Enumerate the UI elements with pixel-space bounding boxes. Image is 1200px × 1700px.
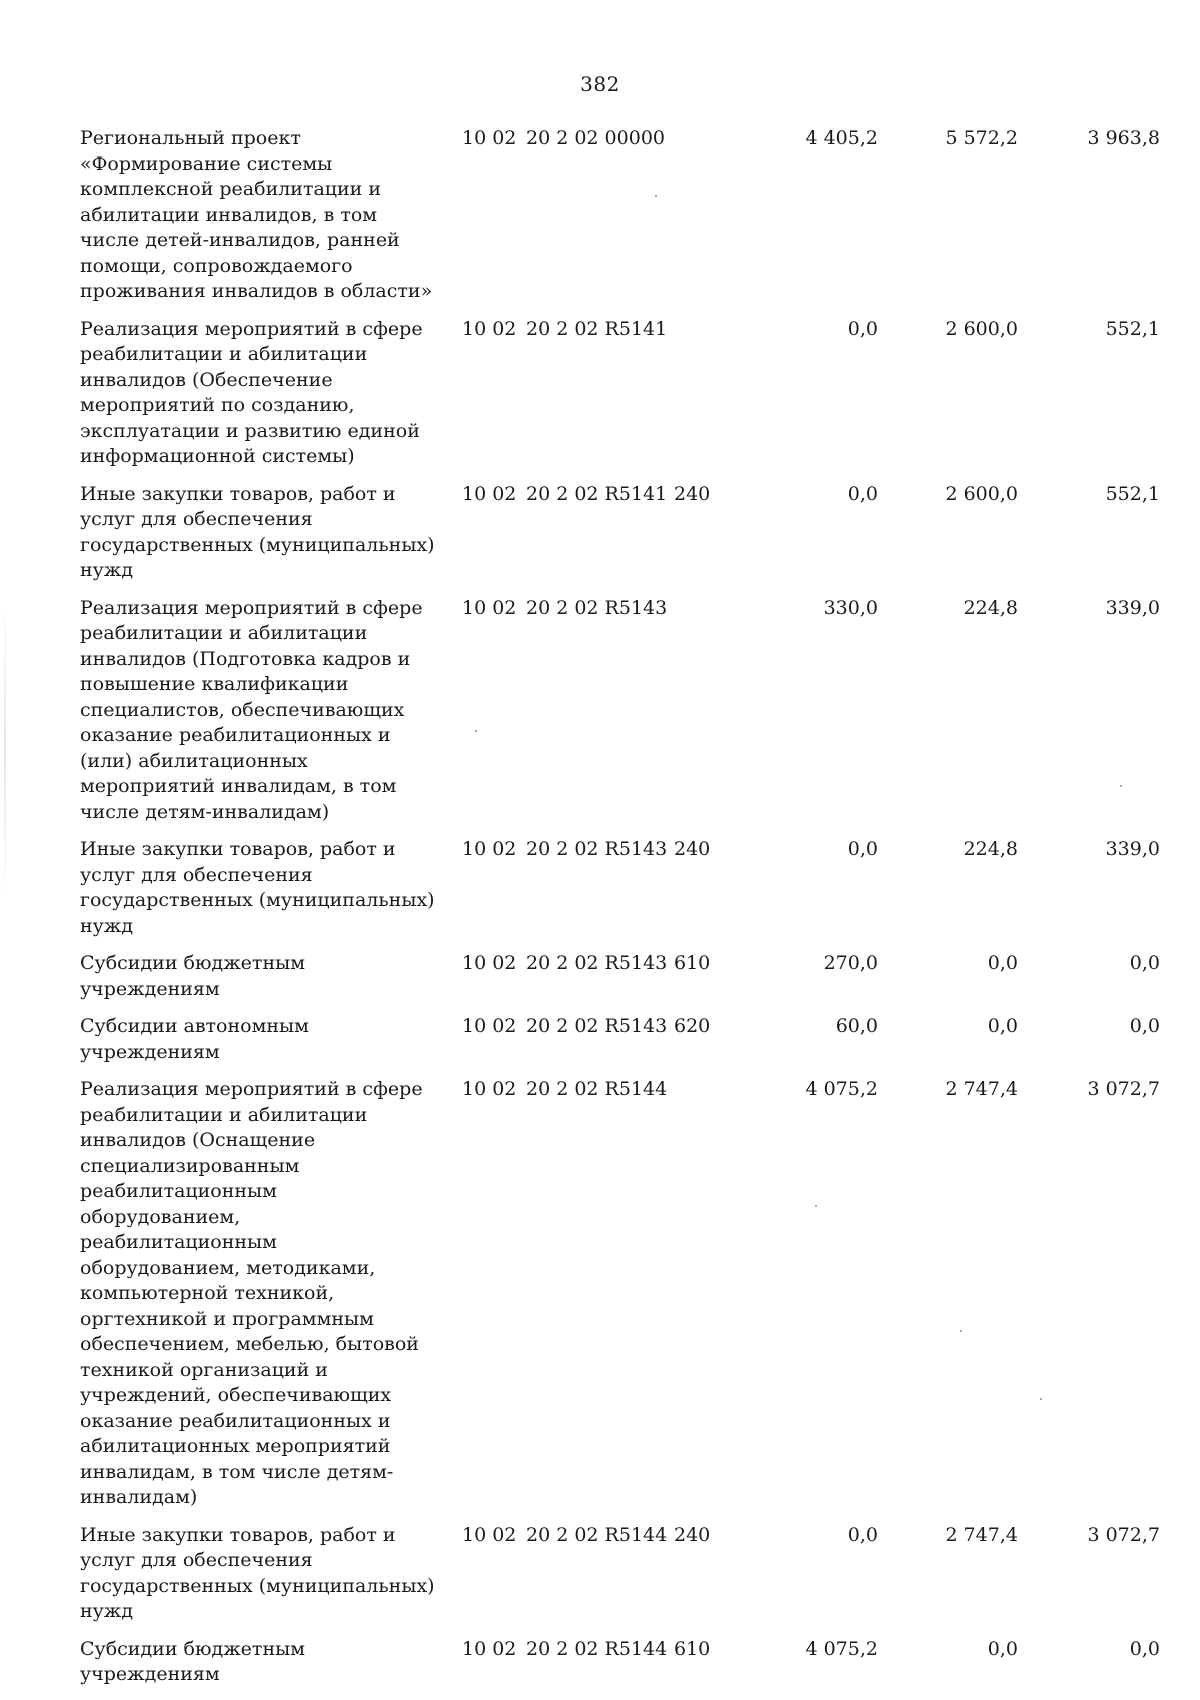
row-amount-1: 0,0 — [847, 1523, 878, 1546]
row-amount-3: 339,0 — [1105, 838, 1160, 860]
row-amount-1: 4 075,2 — [805, 1637, 878, 1660]
row-target-article: 20 2 02 R5141 — [526, 317, 668, 340]
row-expense-type — [674, 1077, 730, 1523]
row-amount-2: 0,0 — [987, 1015, 1018, 1037]
row-name: Субсидии бюджетным учреждениям — [80, 952, 306, 1000]
row-name: Иные закупки товаров, работ и услуг для обеспечения государственных (муниципальных) нужд — [80, 1523, 435, 1622]
table-row — [80, 951, 1160, 1014]
row-name: Иные закупки товаров, работ и услуг для обеспечения государственных (муниципальных) нужд — [80, 482, 435, 581]
row-section-code: 10 02 — [462, 127, 517, 149]
row-target-article: 20 2 02 R5143 — [526, 952, 668, 974]
row-name: Реализация мероприятий в сфере реабилитации и абилитации инвалидов (Подготовка кадров и повышение квалификации специалистов, обеспечивающих оказание реабилитационных и (или) абилитационных мероприятий инвалидам, в том числе детям-инвалидам) — [80, 596, 423, 823]
row-expense-type: 240 — [674, 838, 711, 860]
row-amount-2: 2 600,0 — [945, 482, 1018, 505]
row-target-article: 20 2 02 R5144 — [526, 1637, 668, 1660]
row-target-article: 20 2 02 R5143 — [526, 838, 668, 860]
page-number: 382 — [580, 72, 620, 96]
row-target-article: 20 2 02 R5144 — [526, 1523, 668, 1546]
row-amount-3: 3 072,7 — [1087, 1078, 1160, 1100]
table-row — [80, 317, 1160, 482]
row-target-article: 20 2 02 00000 — [526, 127, 666, 149]
row-amount-3: 339,0 — [1105, 596, 1160, 619]
row-amount-3: 3 072,7 — [1087, 1523, 1160, 1546]
scan-speck — [655, 195, 657, 197]
row-section-code: 10 02 — [462, 317, 517, 340]
row-amount-1: 0,0 — [847, 838, 878, 860]
row-amount-3: 0,0 — [1129, 1637, 1160, 1660]
row-amount-2: 0,0 — [987, 1637, 1018, 1660]
row-amount-2: 224,8 — [963, 838, 1018, 860]
table-row — [80, 126, 1160, 317]
row-name: Реализация мероприятий в сфере реабилитации и абилитации инвалидов (Обеспечение мероприятий по созданию, эксплуатации и развитию единой информационной системы) — [80, 317, 423, 467]
row-amount-1: 330,0 — [823, 596, 878, 619]
row-amount-1: 4 075,2 — [805, 1078, 878, 1100]
table-row — [80, 1077, 1160, 1523]
row-name: Иные закупки товаров, работ и услуг для обеспечения государственных (муниципальных) нужд — [80, 838, 435, 937]
scan-speck — [1040, 1398, 1042, 1400]
row-amount-2: 5 572,2 — [945, 127, 1018, 149]
row-expense-type: 610 — [674, 952, 711, 974]
row-amount-2: 0,0 — [987, 952, 1018, 974]
row-expense-type: 240 — [674, 1523, 711, 1546]
row-amount-3: 552,1 — [1105, 317, 1160, 340]
row-amount-2: 224,8 — [963, 596, 1018, 619]
row-target-article: 20 2 02 R5141 — [526, 482, 668, 505]
row-section-code: 10 02 — [462, 596, 517, 619]
table-row — [80, 1014, 1160, 1077]
row-amount-2: 2 747,4 — [945, 1078, 1018, 1100]
row-section-code: 10 02 — [462, 1523, 517, 1546]
row-amount-1: 0,0 — [847, 482, 878, 505]
row-amount-3: 0,0 — [1129, 1015, 1160, 1037]
scan-speck — [1120, 785, 1122, 787]
row-section-code: 10 02 — [462, 1637, 517, 1660]
row-amount-1: 0,0 — [847, 317, 878, 340]
table-row — [80, 1523, 1160, 1637]
row-amount-3: 3 963,8 — [1087, 127, 1160, 149]
row-expense-type: 620 — [674, 1015, 711, 1037]
row-name: Субсидии автономным учреждениям — [80, 1015, 309, 1063]
row-expense-type: 240 — [674, 482, 711, 505]
row-section-code: 10 02 — [462, 1078, 517, 1100]
budget-table — [80, 126, 1160, 1700]
scan-edge-shadow — [4, 600, 6, 900]
row-expense-type — [674, 596, 730, 838]
row-section-code: 10 02 — [462, 952, 517, 974]
row-amount-3: 0,0 — [1129, 952, 1160, 974]
row-amount-1: 4 405,2 — [805, 127, 878, 149]
row-name: Региональный проект «Формирование системы комплексной реабилитации и абилитации инвалидов, в том числе детей-инвалидов, ранней помощи, сопровождаемого проживания инвалидов в области» — [80, 127, 433, 302]
table-row — [80, 1637, 1160, 1700]
row-expense-type — [674, 317, 730, 482]
row-amount-2: 2 747,4 — [945, 1523, 1018, 1546]
scan-speck — [815, 1205, 817, 1207]
row-expense-type — [674, 126, 730, 317]
row-target-article: 20 2 02 R5143 — [526, 1015, 668, 1037]
row-amount-2: 2 600,0 — [945, 317, 1018, 340]
row-section-code: 10 02 — [462, 482, 517, 505]
row-amount-1: 270,0 — [823, 952, 878, 974]
scan-speck — [960, 1330, 962, 1332]
table-row — [80, 837, 1160, 951]
row-section-code: 10 02 — [462, 838, 517, 860]
row-section-code: 10 02 — [462, 1015, 517, 1037]
row-name: Реализация мероприятий в сфере реабилитации и абилитации инвалидов (Оснащение специализированным реабилитационным оборудованием, реабилитационным оборудованием, методиками, компьютерной техникой, оргтехникой и программным обеспечением, мебелью, бытовой техникой организаций и учреждений, обеспечивающих оказание реабилитационных и абилитационных мероприятий инвалидам, в том числе детям-инвалидам) — [80, 1078, 423, 1508]
row-amount-3: 552,1 — [1105, 482, 1160, 505]
row-target-article: 20 2 02 R5143 — [526, 596, 668, 619]
budget-table-body — [80, 126, 1160, 1700]
table-row — [80, 482, 1160, 596]
scan-speck — [475, 730, 477, 732]
row-amount-1: 60,0 — [835, 1015, 878, 1037]
row-target-article: 20 2 02 R5144 — [526, 1078, 668, 1100]
table-row — [80, 596, 1160, 838]
row-expense-type: 610 — [674, 1637, 711, 1660]
row-name: Субсидии бюджетным учреждениям — [80, 1637, 306, 1685]
